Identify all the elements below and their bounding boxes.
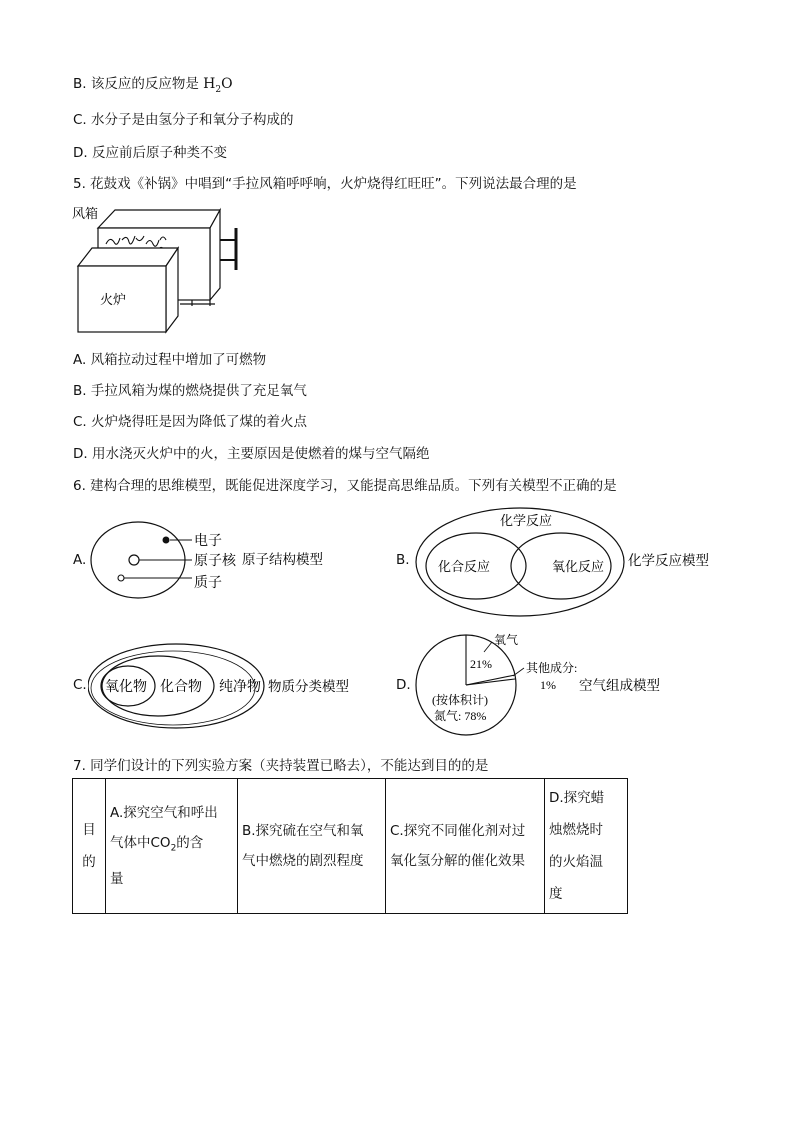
cell-text: 的含 [176,835,204,852]
formula-h: H [203,76,216,92]
formula-sub: 2 [215,84,222,95]
q4-option-b [73,72,233,95]
q6-c-letter: C. [73,677,87,693]
classification-figure [88,640,388,735]
q6-a-letter: A. [73,552,87,568]
q5-stem: 5. 花鼓戏《补锅》中唱到“手拉风箱呼呼响，火炉烧得红旺旺”。下列说法最合理的是 [73,176,577,192]
cell-line: D.探究蜡 [549,790,605,806]
pure-substance-label: 纯净物 [219,679,261,695]
q6-d-letter: D. [396,677,411,693]
classification-caption: 物质分类模型 [268,679,349,695]
cell-line: A.探究空气和呼出 [110,805,218,822]
cell-line: 量 [110,870,124,887]
others-percent: 1% [540,678,556,692]
cell-line: 度 [549,886,563,902]
purpose-header-cell [73,779,106,914]
q6-stem: 6. 建构合理的思维模型，既能促进深度学习，又能提高思维品质。下列有关模型不正确的是 [73,478,617,494]
compound-label: 化合物 [160,679,202,695]
experiment-table [72,778,628,914]
air-pie-figure [412,628,692,738]
electron-dot [163,537,170,544]
proton-circle [118,575,124,581]
reaction-model-caption: 化学反应模型 [628,553,709,569]
atom-model-caption: 原子结构模型 [242,552,323,568]
bellows-label: 风箱 [72,207,99,222]
nucleus-circle [129,555,139,565]
outer-label: 化学反应 [500,514,553,529]
q6-b-letter: B. [396,552,410,568]
air-model-caption: 空气组成模型 [579,678,660,694]
q4-option-b-text: B. 该反应的反应物是 [73,76,204,92]
furnace-label: 火炉 [100,293,127,308]
formula-o: O [221,76,233,92]
oxygen-label: 氧气 [494,633,519,647]
purpose-char: 的 [82,854,96,870]
q5-option-a: A. 风箱拉动过程中增加了可燃物 [73,352,267,368]
cell-line: C.探究不同催化剂对过 [390,823,526,839]
others-label: 其他成分: [526,661,578,675]
cell-line: 气中燃烧的剧烈程度 [242,853,364,869]
table-row [73,779,628,914]
q4-option-d: D. 反应前后原子种类不变 [73,145,227,161]
electron-label: 电子 [194,533,222,549]
purpose-char: 目 [82,822,96,838]
nitrogen-label: 氮气: 78% [434,709,487,723]
cell-line: B.探究硫在空气和氧 [242,823,364,839]
q5-option-c: C. 火炉烧得旺是因为降低了煤的着火点 [73,414,308,430]
reaction-venn-figure [414,505,719,620]
cell-line: 烛燃烧时 [549,822,603,838]
furnace-top [78,248,178,266]
left-label: 化合反应 [438,560,491,575]
q5-option-b: B. 手拉风箱为煤的燃烧提供了充足氧气 [73,383,307,399]
q4-option-b-formula [203,76,233,95]
option-d-cell [545,779,628,914]
cell-line: 的火焰温 [549,854,603,870]
bellows-top [98,210,220,228]
q5-option-d: D. 用水浇灭火炉中的火，主要原因是使燃着的煤与空气隔绝 [73,446,430,462]
cell-line [110,828,233,864]
q4-option-c: C. 水分子是由氢分子和氧分子构成的 [73,112,294,128]
option-b-cell [238,779,386,914]
bellows-furnace-figure [70,200,250,336]
volume-basis: (按体积计) [432,693,488,707]
cell-sub: 2 [170,843,177,854]
oxygen-pointer [484,642,492,652]
nucleus-label: 原子核 [194,553,236,569]
oxygen-percent: 21% [470,657,492,671]
q7-stem: 7. 同学们设计的下列实验方案（夹持装置已略去），不能达到目的的是 [73,758,489,774]
right-label: 氧化反应 [552,560,605,575]
oxide-label: 氧化物 [105,679,147,695]
cell-line: 氧化氢分解的催化效果 [390,853,525,869]
proton-label: 质子 [194,575,222,591]
atom-model-figure [88,518,338,600]
option-a-cell [106,779,238,914]
option-c-cell [386,779,545,914]
cell-text: 气体中CO [110,835,171,852]
